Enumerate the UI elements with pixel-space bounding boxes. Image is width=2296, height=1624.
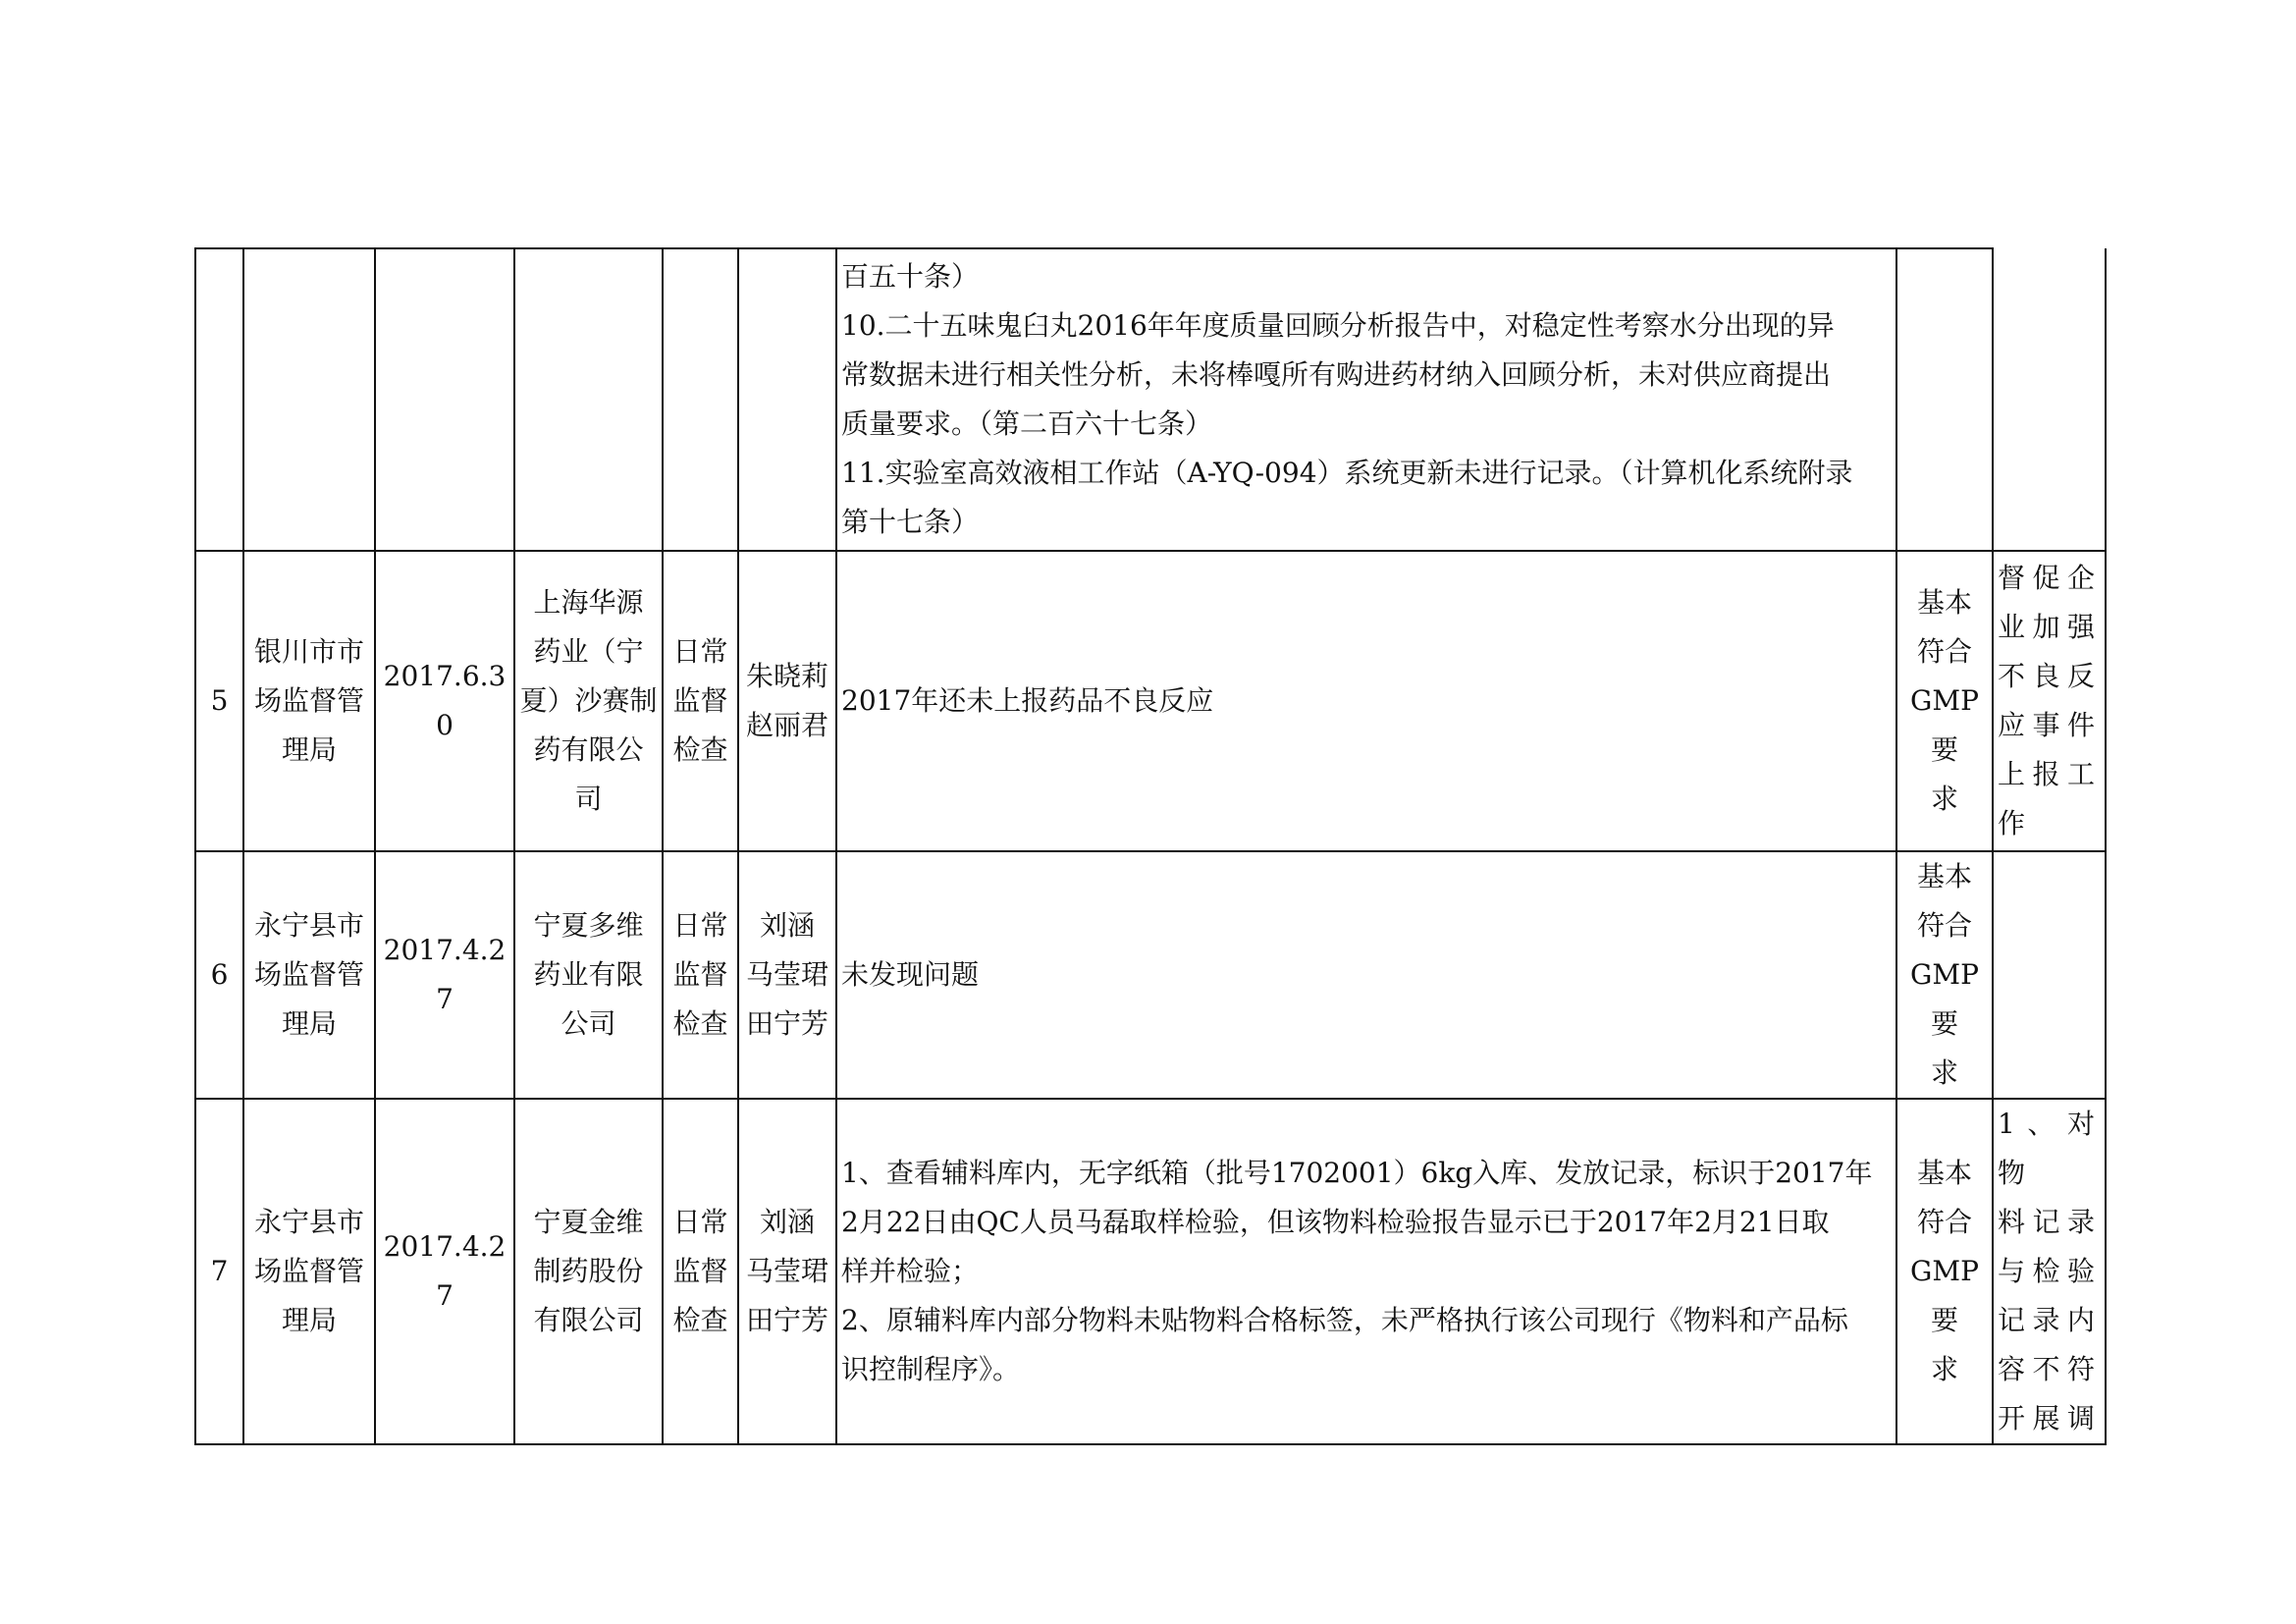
inspection-type-cell (663, 551, 738, 851)
result-line: 符合 (1916, 1206, 1972, 1238)
result-line: 求 (1930, 783, 1958, 815)
date-text: 2017.4.27 (383, 934, 507, 1015)
result-line: GMP要 (1910, 958, 1979, 1040)
company-line: 司 (574, 783, 603, 815)
company-line: 夏）沙赛制 (519, 684, 658, 717)
company-line: 药有限公 (533, 733, 644, 766)
inspectors-line: 朱晓莉 (745, 660, 828, 692)
action-line: 上报工 (1998, 758, 2101, 790)
company-cell (514, 551, 663, 851)
seq-cell (195, 551, 243, 851)
inspection-type-line: 监督 (672, 684, 728, 717)
result-line: 基本 (1916, 1157, 1972, 1189)
company-line: 公司 (561, 1007, 616, 1040)
agency-line: 场监督管 (253, 958, 364, 991)
action-line: 与检验 (1998, 1255, 2101, 1287)
action-cell (1993, 1099, 2106, 1444)
action-cell (1993, 851, 2106, 1099)
seq-cell (195, 1099, 243, 1444)
agency-line: 银川市市 (253, 635, 364, 668)
action-line: 应事件 (1998, 709, 2101, 741)
findings-line: 2017年还未上报药品不良反应 (841, 684, 1214, 717)
date-cell (375, 1099, 514, 1444)
inspection-type-line: 检查 (672, 1007, 728, 1040)
action-line: 记录内 (1998, 1304, 2101, 1336)
result-line: 符合 (1916, 909, 1972, 942)
table-row (195, 1099, 2106, 1444)
findings-line: 质量要求。（第二百六十七条） (841, 407, 1213, 440)
action-line: 业加强 (1998, 611, 2101, 643)
inspection-type-cell (663, 248, 738, 551)
result-line: 符合 (1916, 635, 1972, 668)
agency-cell (243, 1099, 375, 1444)
agency-line: 场监督管 (253, 1255, 364, 1287)
findings-cell (836, 551, 1896, 851)
seq-text: 6 (210, 958, 229, 991)
findings-line: 未发现问题 (841, 958, 980, 991)
inspectors-line: 刘涵 (759, 1206, 815, 1238)
findings-line: 2、原辅料库内部分物料未贴物料合格标签，未严格执行该公司现行《物料和产品标 (841, 1304, 1848, 1336)
findings-line: 2月22日由QC人员马磊取样检验，但该物料检验报告显示已于2017年2月21日取 (841, 1206, 1830, 1238)
result-line: 基本 (1916, 860, 1972, 893)
table-row (195, 551, 2106, 851)
action-cell (1993, 248, 2106, 551)
result-line: 求 (1930, 1056, 1958, 1089)
inspection-type-cell (663, 1099, 738, 1444)
findings-line: 1、查看辅料库内，无字纸箱（批号1702001）6kg入库、发放记录，标识于2017年 (841, 1157, 1873, 1189)
seq-text: 7 (210, 1255, 229, 1287)
seq-cell (195, 248, 243, 551)
inspection-type-line: 监督 (672, 1255, 728, 1287)
findings-line: 识控制程序》。 (841, 1353, 1021, 1385)
inspection-type-line: 日常 (672, 635, 728, 668)
action-line: 作 (1998, 807, 2032, 839)
result-cell (1896, 551, 1993, 851)
agency-line: 场监督管 (253, 684, 364, 717)
agency-line: 永宁县市 (253, 1206, 364, 1238)
action-line: 料记录 (1998, 1206, 2101, 1238)
action-line: 不良反 (1998, 660, 2101, 692)
date-text: 2017.6.30 (383, 660, 507, 741)
findings-line: 第十七条） (841, 506, 980, 538)
company-line: 宁夏金维 (533, 1206, 644, 1238)
agency-line: 永宁县市 (253, 909, 364, 942)
inspection-type-cell (663, 851, 738, 1099)
agency-cell (243, 248, 375, 551)
findings-cell (836, 851, 1896, 1099)
findings-line: 百五十条） (841, 260, 980, 293)
table-row (195, 851, 2106, 1099)
company-cell (514, 1099, 663, 1444)
date-text: 2017.4.27 (383, 1230, 507, 1312)
date-cell (375, 851, 514, 1099)
agency-line: 理局 (281, 733, 337, 766)
date-cell (375, 551, 514, 851)
result-line: GMP要 (1910, 1255, 1979, 1336)
inspection-type-line: 监督 (672, 958, 728, 991)
inspectors-line: 马莹珺 (745, 958, 828, 991)
date-cell (375, 248, 514, 551)
agency-cell (243, 551, 375, 851)
agency-line: 理局 (281, 1304, 337, 1336)
company-line: 宁夏多维 (533, 909, 644, 942)
findings-line: 10.二十五味鬼臼丸2016年年度质量回顾分析报告中，对稳定性考察水分出现的异 (841, 309, 1835, 342)
result-cell (1896, 248, 1993, 551)
inspectors-line: 赵丽君 (745, 709, 828, 741)
company-line: 有限公司 (533, 1304, 644, 1336)
company-cell (514, 248, 663, 551)
inspectors-cell (738, 1099, 836, 1444)
findings-line: 常数据未进行相关性分析，未将棒嘎所有购进药材纳入回顾分析，未对供应商提出 (841, 358, 1832, 391)
result-line: 基本 (1916, 586, 1972, 619)
result-cell (1896, 851, 1993, 1099)
inspection-type-line: 检查 (672, 733, 728, 766)
inspection-type-line: 检查 (672, 1304, 728, 1336)
company-line: 药业有限 (533, 958, 644, 991)
findings-line: 11.实验室高效液相工作站（A-YQ-094）系统更新未进行记录。（计算机化系统附录 (841, 457, 1853, 489)
action-line: 开展调 (1998, 1402, 2101, 1435)
result-cell (1896, 1099, 1993, 1444)
findings-line: 样并检验； (841, 1255, 980, 1287)
action-line: 1、对物 (1998, 1108, 2101, 1189)
inspectors-cell (738, 551, 836, 851)
agency-line: 理局 (281, 1007, 337, 1040)
table-body (195, 248, 2106, 1444)
agency-cell (243, 851, 375, 1099)
company-line: 上海华源 (533, 586, 644, 619)
inspection-type-line: 日常 (672, 1206, 728, 1238)
result-line: GMP要 (1910, 684, 1979, 766)
seq-text: 5 (210, 684, 229, 717)
action-cell (1993, 551, 2106, 851)
inspectors-line: 马莹珺 (745, 1255, 828, 1287)
findings-cell (836, 1099, 1896, 1444)
seq-cell (195, 851, 243, 1099)
company-cell (514, 851, 663, 1099)
inspectors-line: 刘涵 (759, 909, 815, 942)
result-line: 求 (1930, 1353, 1958, 1385)
inspectors-cell (738, 248, 836, 551)
inspection-type-line: 日常 (672, 909, 728, 942)
inspectors-line: 田宁芳 (745, 1007, 828, 1040)
company-line: 药业（宁 (533, 635, 644, 668)
inspectors-line: 田宁芳 (745, 1304, 828, 1336)
company-line: 制药股份 (533, 1255, 644, 1287)
action-line: 容不符 (1998, 1353, 2101, 1385)
action-line: 督促企 (1998, 562, 2101, 594)
table-row (195, 248, 2106, 551)
inspection-table (194, 247, 2107, 1445)
inspectors-cell (738, 851, 836, 1099)
findings-cell (836, 248, 1896, 551)
